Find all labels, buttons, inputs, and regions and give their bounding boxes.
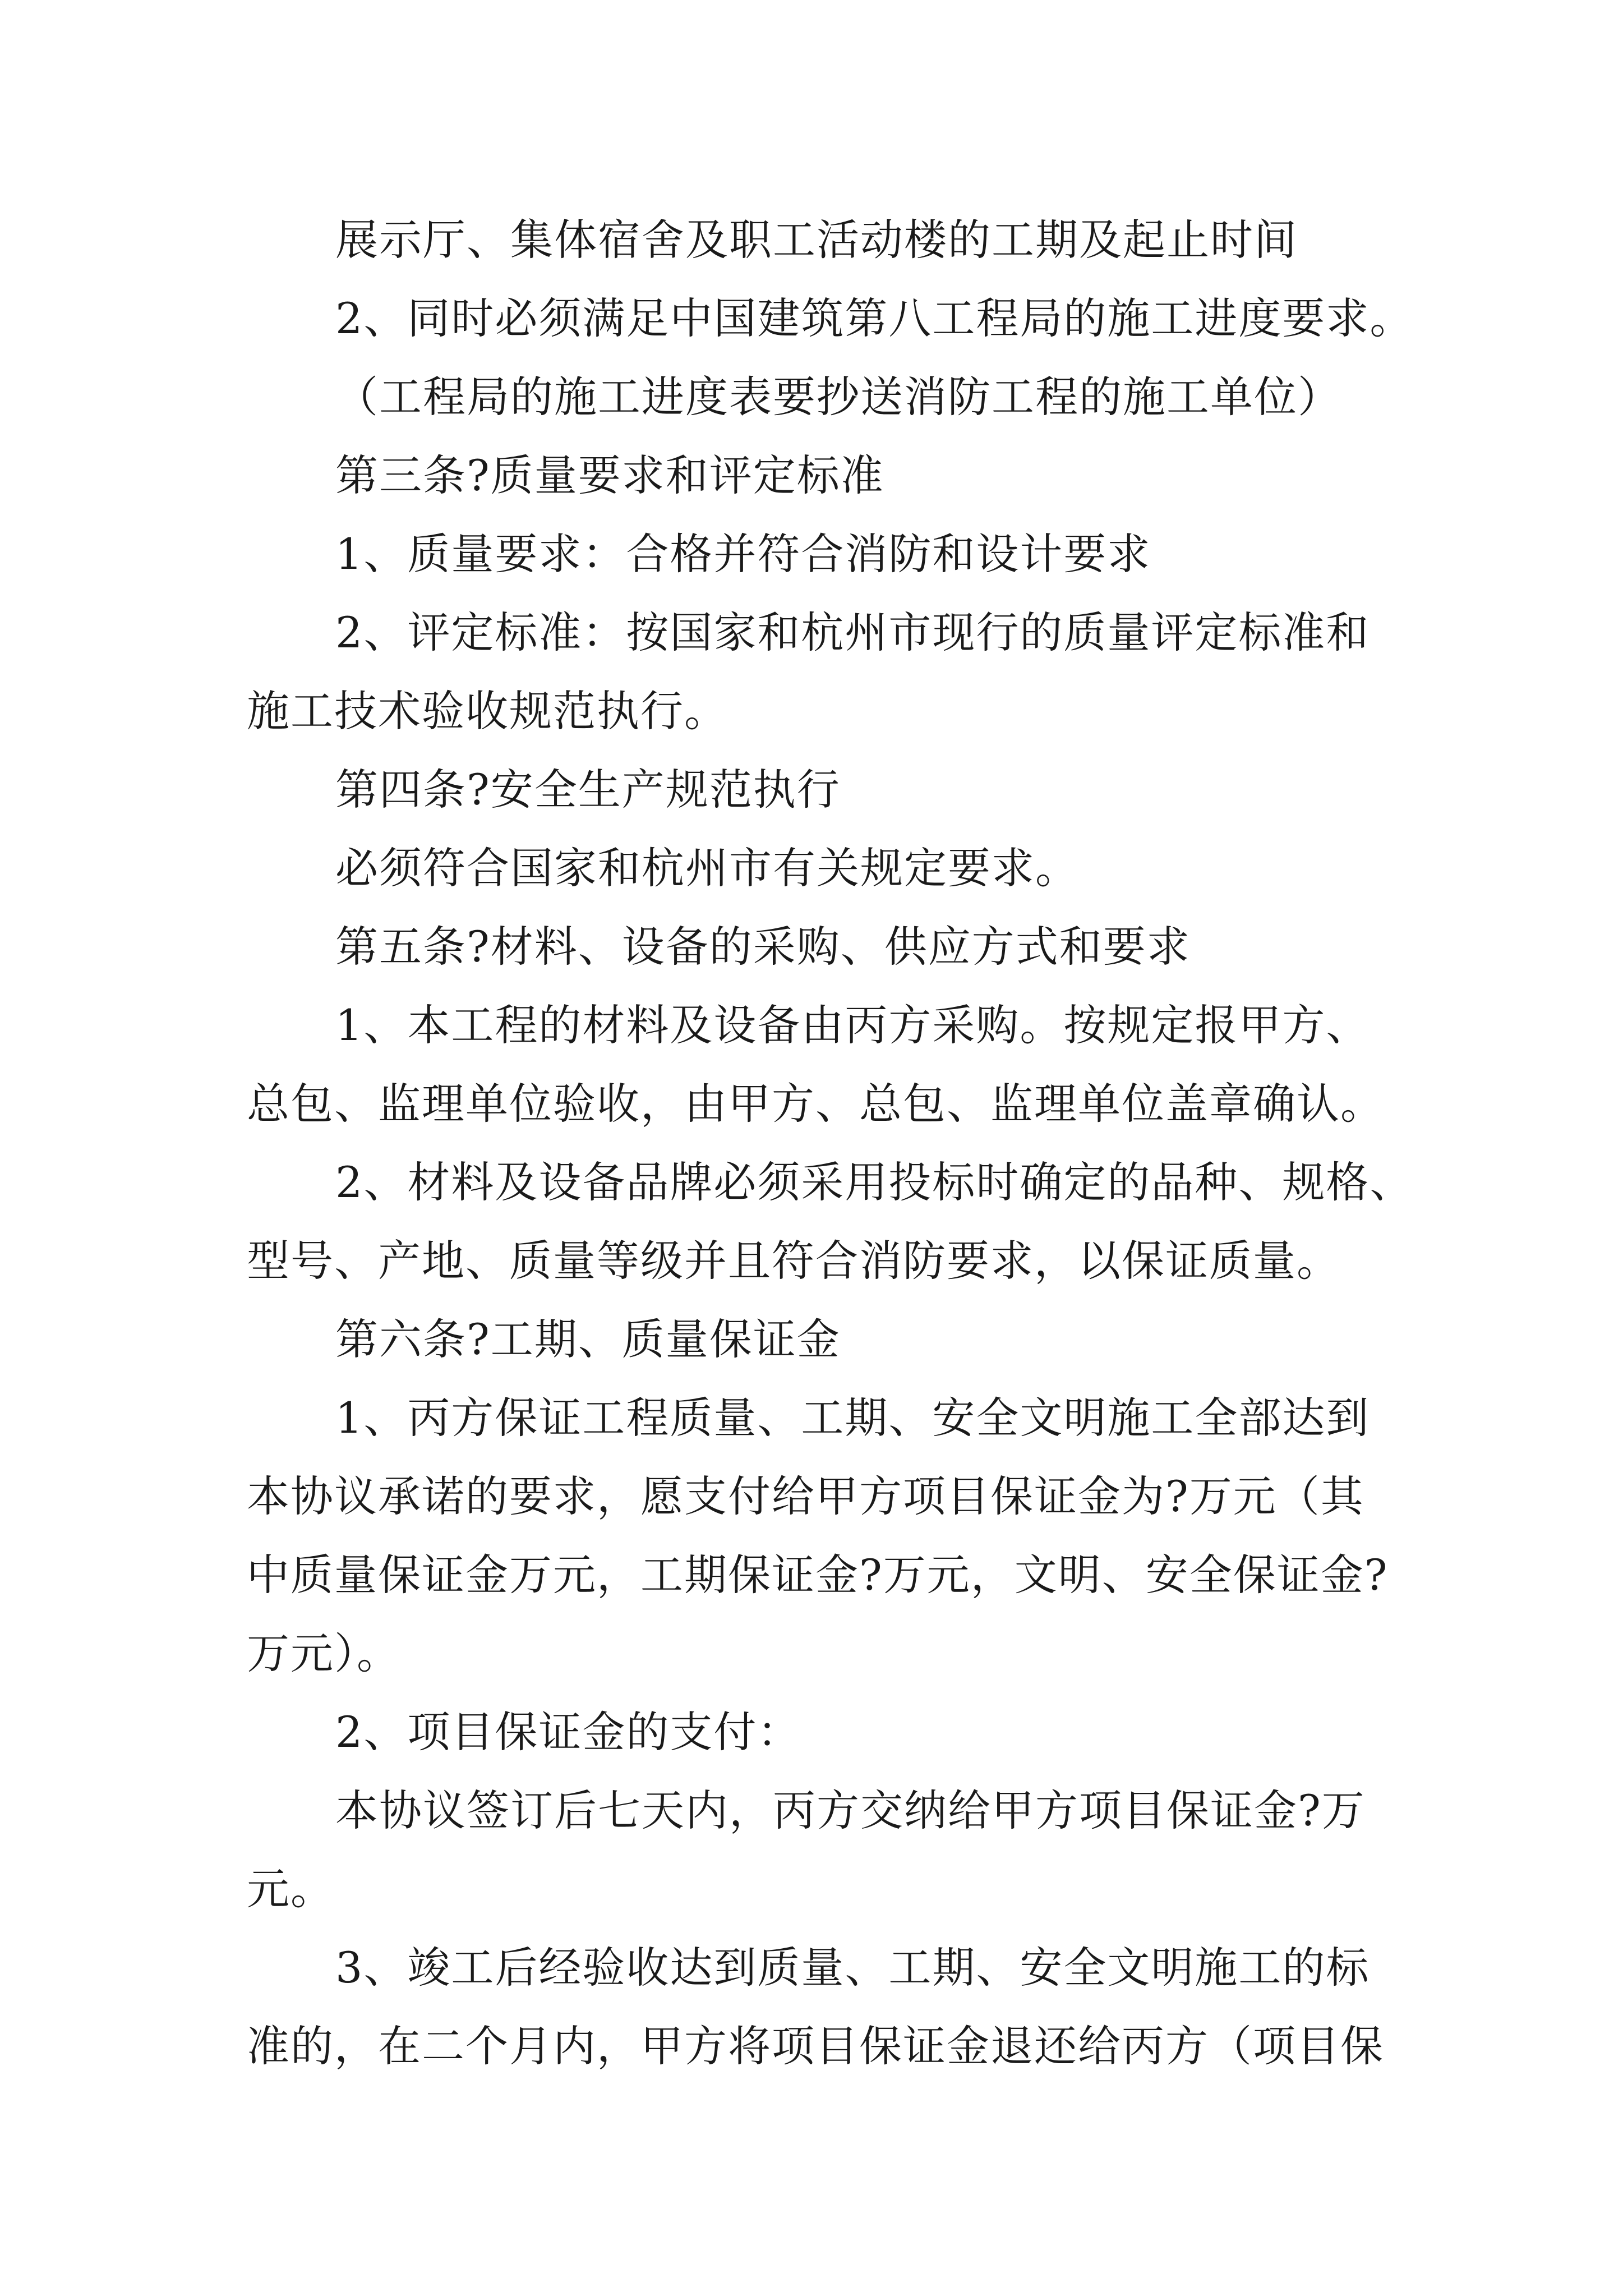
section-heading: 第五条?材料、设备的采购、供应方式和要求 <box>335 922 1191 972</box>
text-line: 本协议承诺的要求，愿支付给甲方项目保证金为?万元（其 <box>247 1471 1364 1521</box>
text-line: 3、竣工后经验收达到质量、工期、安全文明施工的标 <box>335 1943 1370 1993</box>
text-line: 施工技术验收规范执行。 <box>247 686 728 736</box>
text-line: 准的，在二个月内，甲方将项目保证金退还给丙方（项目保 <box>247 2021 1384 2071</box>
text-line: 1、质量要求：合格并符合消防和设计要求 <box>335 529 1151 579</box>
text-line: 总包、监理单位验收，由甲方、总包、监理单位盖章确认。 <box>247 1079 1384 1129</box>
text-line: 1、本工程的材料及设备由丙方采购。按规定报甲方、 <box>335 1000 1370 1050</box>
text-line: 万元）。 <box>247 1628 400 1678</box>
text-line: 展示厅、集体宿舍及职工活动楼的工期及起止时间 <box>335 215 1298 265</box>
text-line: 2、评定标准：按国家和杭州市现行的质量评定标准和 <box>335 608 1370 657</box>
text-line: 2、材料及设备品牌必须采用投标时确定的品种、规格、 <box>335 1157 1414 1207</box>
text-line: 2、同时必须满足中国建筑第八工程局的施工进度要求。 <box>335 293 1414 343</box>
section-heading: 第四条?安全生产规范执行 <box>335 765 841 815</box>
text-line: 型号、产地、质量等级并且符合消防要求，以保证质量。 <box>247 1236 1340 1286</box>
text-line: （工程局的施工进度表要抄送消防工程的施工单位） <box>335 372 1341 422</box>
section-heading: 第六条?工期、质量保证金 <box>335 1314 841 1364</box>
text-line: 本协议签订后七天内，丙方交纳给甲方项目保证金?万 <box>335 1786 1366 1835</box>
text-line: 2、项目保证金的支付： <box>335 1707 801 1757</box>
text-line: 必须符合国家和杭州市有关规定要求。 <box>335 843 1079 893</box>
text-line: 中质量保证金万元，工期保证金?万元，文明、安全保证金? <box>247 1550 1389 1600</box>
section-heading: 第三条?质量要求和评定标准 <box>335 450 884 500</box>
text-line: 1、丙方保证工程质量、工期、安全文明施工全部达到 <box>335 1393 1370 1443</box>
text-line: 元。 <box>247 1864 334 1914</box>
